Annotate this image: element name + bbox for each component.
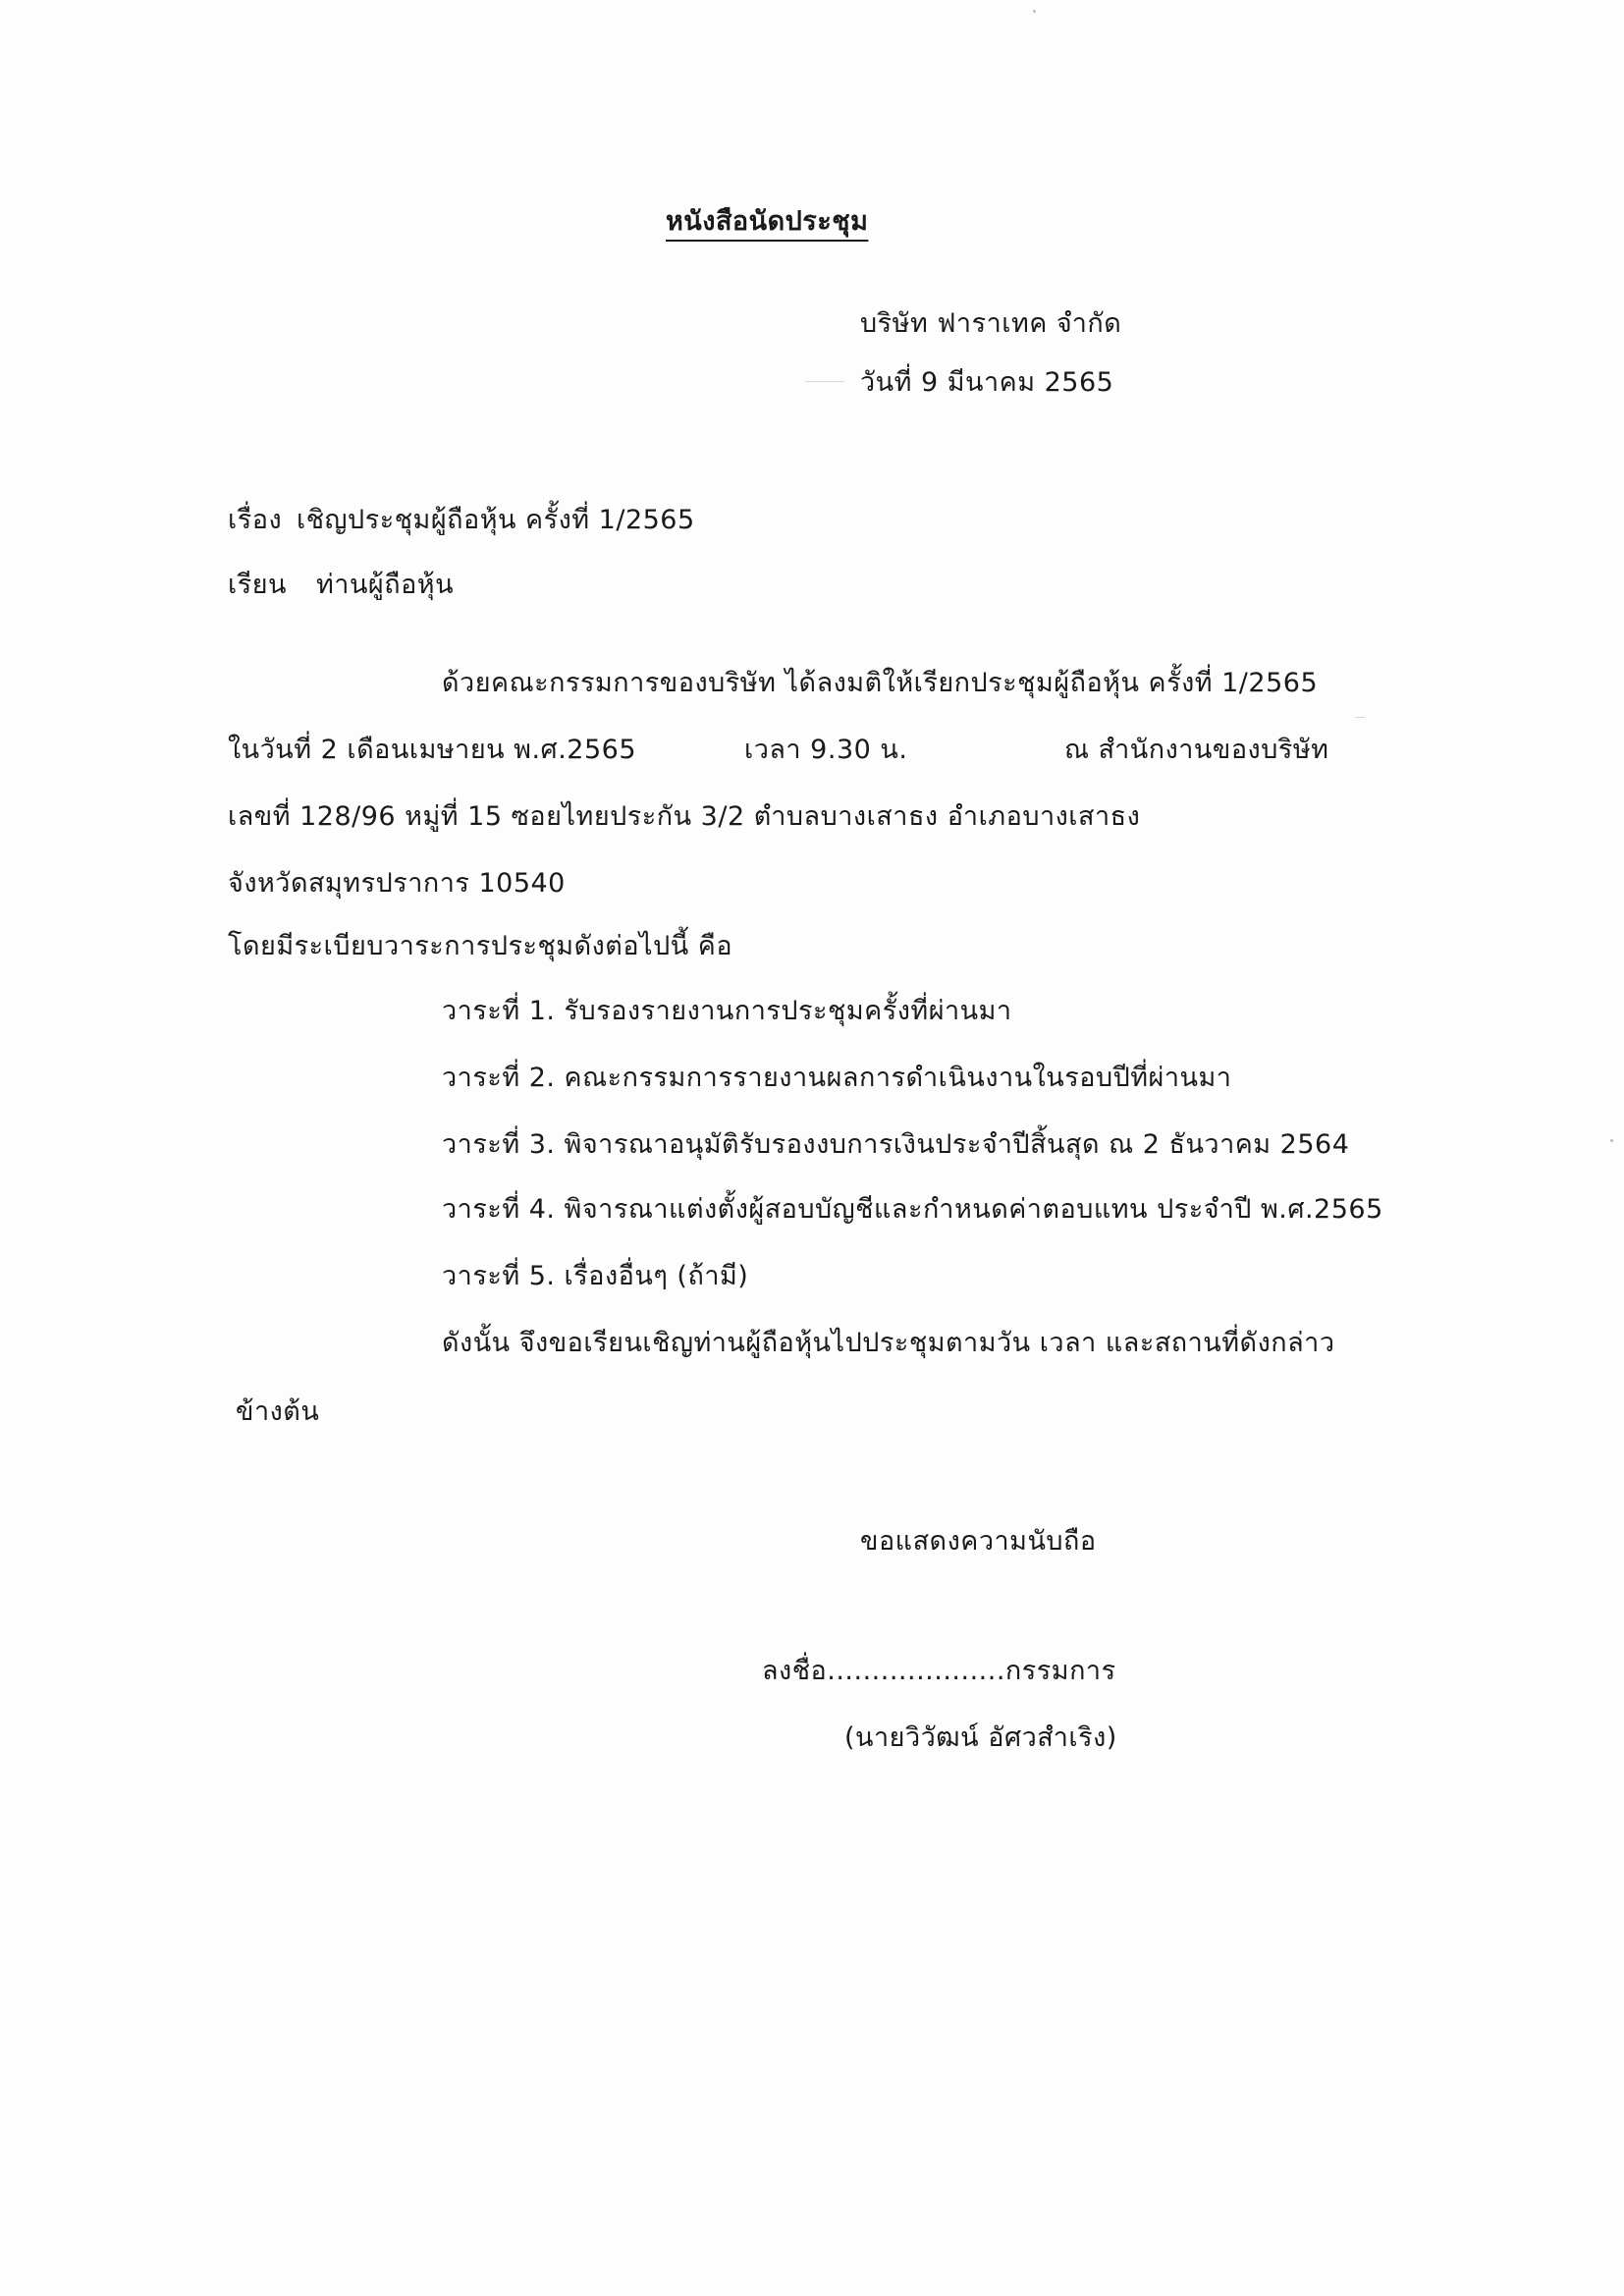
body-line-4: จังหวัดสมุทรปราการ 10540 <box>228 868 566 899</box>
scan-mark <box>805 381 844 382</box>
agenda-item: วาระที่ 5. เรื่องอื่นๆ (ถ้ามี) <box>442 1261 749 1291</box>
meeting-date: ในวันที่ 2 เดือนเมษายน พ.ศ.2565 <box>228 735 636 765</box>
subject-label: เรื่อง <box>228 505 283 535</box>
scan-speck <box>1033 10 1036 13</box>
signer-name: (นายวิวัฒน์ อัศวสำเริง) <box>844 1722 1117 1753</box>
meeting-time: เวลา 9.30 น. <box>744 735 908 765</box>
body-line-5: โดยมีระเบียบวาระการประชุมดังต่อไปนี้ คือ <box>228 931 733 961</box>
agenda-item: วาระที่ 3. พิจารณาอนุมัติรับรองงบการเงินประจำปีสิ้นสุด ณ 2 ธันวาคม 2564 <box>442 1129 1350 1160</box>
document-title: หนังสือนัดประชุม <box>666 206 869 237</box>
subject-text: เชิญประชุมผู้ถือหุ้น ครั้งที่ 1/2565 <box>297 505 695 535</box>
agenda-item: วาระที่ 1. รับรองรายงานการประชุมครั้งที่ผ่านมา <box>442 996 1012 1026</box>
to-text: ท่านผู้ถือหุ้น <box>316 570 455 600</box>
body-line-1: ด้วยคณะกรรมการของบริษัท ได้ลงมติให้เรียกประชุมผู้ถือหุ้น ครั้งที่ 1/2565 <box>442 668 1319 698</box>
signature-line: ลงชื่อ....................กรรมการ <box>762 1656 1116 1686</box>
regards-text: ขอแสดงความนับถือ <box>860 1526 1097 1557</box>
agenda-item: วาระที่ 2. คณะกรรมการรายงานผลการดำเนินงานในรอบปีที่ผ่านมา <box>442 1063 1232 1093</box>
closing-line: ดังนั้น จึงขอเรียนเชิญท่านผู้ถือหุ้นไปประชุมตามวัน เวลา และสถานที่ดังกล่าว <box>442 1328 1335 1358</box>
scan-speck <box>1610 1139 1613 1142</box>
scan-mark <box>1355 717 1365 718</box>
closing-line-cont: ข้างต้น <box>236 1396 320 1427</box>
agenda-item: วาระที่ 4. พิจารณาแต่งตั้งผู้สอบบัญชีและกำหนดค่าตอบแทน ประจำปี พ.ศ.2565 <box>442 1194 1383 1225</box>
meeting-place: ณ สำนักงานของบริษัท <box>1064 735 1329 765</box>
to-label: เรียน <box>228 570 288 600</box>
document-date: วันที่ 9 มีนาคม 2565 <box>860 367 1114 398</box>
company-name: บริษัท ฟาราเทค จำกัด <box>860 308 1122 339</box>
body-line-3: เลขที่ 128/96 หมู่ที่ 15 ซอยไทยประกัน 3/2 ตำบลบางเสาธง อำเภอบางเสาธง <box>228 801 1141 832</box>
